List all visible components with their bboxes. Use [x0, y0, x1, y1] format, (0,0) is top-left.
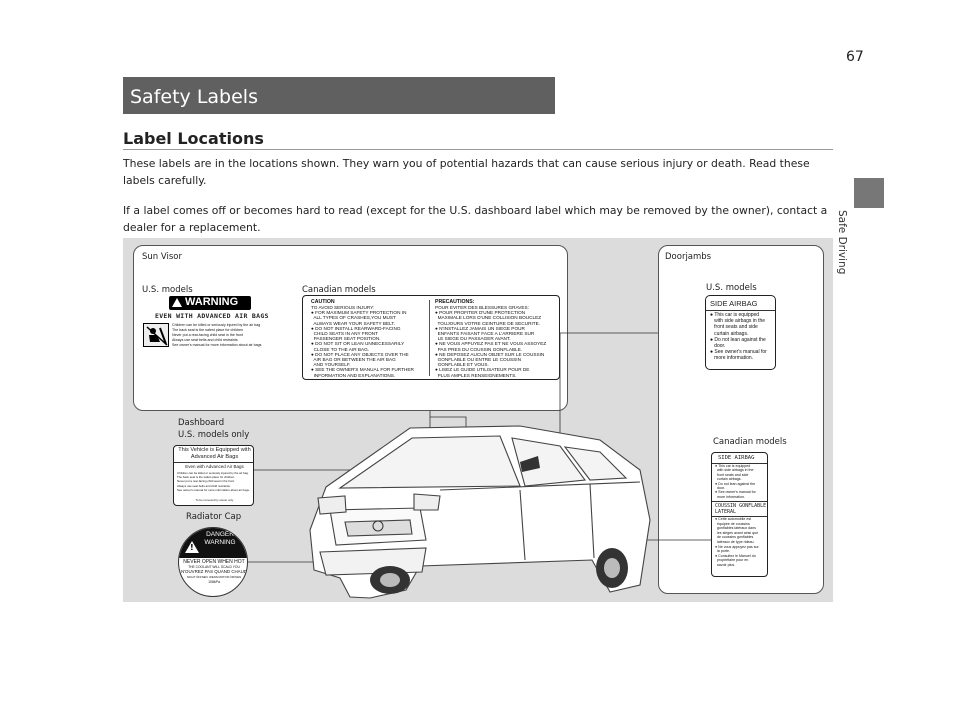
radiator-line: NEVER OPEN WHEN HOT — [183, 559, 245, 565]
radiator-exclamation-icon: ! — [190, 543, 194, 552]
caution-fr-line: TOUJOURS VOTRE CEINTURE DE SECURITE. — [435, 320, 541, 326]
warning-subtitle: EVEN WITH ADVANCED AIR BAGS — [155, 312, 269, 320]
side-airbag-ca-line-fr: savoir plus. — [715, 562, 736, 567]
side-airbag-ca-line-fr: équipée de coussins — [715, 521, 750, 526]
warning-line: Always use seat belts and child restraints — [172, 338, 238, 342]
front-wheel-hub — [380, 573, 400, 587]
side-airbag-ca-title: SIDE AIRBAG — [718, 455, 755, 461]
page-number: 67 — [846, 49, 864, 65]
caution-en-title: CAUTION — [311, 299, 335, 305]
caution-en-line: AND YOURSELF. — [311, 362, 351, 368]
page-heading: Label Locations — [123, 129, 264, 148]
side-airbag-us-line: ● See owner's manual for — [710, 349, 767, 356]
dashboard-sub-label: U.S. models only — [178, 430, 250, 440]
side-airbag-ca-line: ● See owner's manual for — [715, 490, 756, 495]
sun-visor-us-label: U.S. models — [142, 285, 193, 295]
caution-en-line: ● DO NOT SIT OR LEAN UNNECESSARILY — [311, 341, 405, 347]
radiator-line: NICHT ÖFFNEN, WENN MOTOR ÖFFNEN — [186, 574, 242, 579]
radiator-line: 108kPa — [208, 579, 220, 584]
caution-en-line: ALL TYPES OF CRASHES,YOU MUST — [311, 315, 396, 321]
side-airbag-ca-line: with side airbags in the — [715, 468, 754, 473]
front-bumper — [320, 548, 426, 575]
sun-visor-label: Sun Visor — [142, 252, 182, 262]
dashboard-label-footer: To be removed by owner only — [195, 498, 234, 502]
side-airbag-ca-line-fr: ● Consultez le Manuel du — [715, 553, 756, 558]
caution-en-line: ALWAYS WEAR YOUR SAFETY BELT. — [311, 320, 396, 326]
side-airbag-ca-line: curtain airbags. — [715, 477, 742, 482]
rear-wheel-hub — [604, 558, 620, 578]
radiator-title-2: WARNING — [204, 539, 236, 546]
doorjambs-label: Doorjambs — [665, 252, 712, 262]
caution-fr-line: ● NE DEPOSEZ AUCUN OBJET SUR LE COUSSIN — [435, 351, 545, 357]
dashboard-label-line: Children can be killed or seriously injured by the air bag. — [177, 471, 249, 475]
front-grille — [345, 520, 412, 536]
caution-en-line: INFORMATION AND EXPLANATIONS. — [311, 372, 396, 378]
dashboard-label-subtitle: Even with Advanced Air Bags — [185, 464, 244, 469]
side-airbag-us-line: ● Do not lean against the — [710, 336, 766, 343]
caution-fr-line: POUR EVITER DES BLESSURES GRAVES: — [435, 305, 529, 310]
side-airbag-ca-title-fr: COUSSIN GONFLABLE LATERAL — [715, 503, 767, 515]
radiator-line: N'OUVREZ PAS QUAND CHAUD — [181, 569, 247, 575]
side-airbag-ca-line-fr: gonflables latéraux dans — [715, 526, 756, 531]
caution-fr-line: ● N'INSTALLEZ JAMAIS UN SIEGE POUR — [435, 325, 525, 331]
side-airbag-ca-line-fr: latéraux de type rideau. — [715, 539, 755, 544]
dashboard-label-line: See owner's manual for more information about air bags. — [177, 487, 250, 492]
dashboard-label: Dashboard — [178, 418, 225, 428]
caution-en-line: ● DO NOT INSTALL REARWARD-FACING — [311, 325, 401, 331]
side-airbag-us-line: with side airbags in the — [710, 318, 766, 325]
caution-en-line: ● SEE THE OWNER'S MANUAL FOR FURTHER — [311, 367, 414, 373]
caution-en-line: ● DO NOT PLACE ANY OBJECTS OVER THE — [311, 351, 409, 357]
caution-fr-line: ● NE VOUS APPUYEZ PAS ET NE VOUS ASSOYEZ — [435, 341, 547, 347]
side-airbag-ca-line: ● Do not lean against the — [715, 481, 756, 486]
caution-en-line: CHILD SEATS IN ANY FRONT — [311, 331, 379, 337]
warning-line: Children can be killed or seriously injured by the air bag — [172, 323, 261, 327]
dashboard-label-line: Always use seat belts and child restraints. — [177, 483, 231, 488]
side-airbag-us-line: front seats and side — [710, 324, 758, 331]
side-airbag-ca-line-fr: ● Cette automobile est — [715, 517, 752, 521]
caution-en-line: PASSENGER SEAT POSITION. — [311, 336, 381, 342]
radiator-title: DANGER — [206, 531, 234, 538]
doorjamb-us-label: U.S. models — [706, 283, 757, 293]
caution-fr-line: LE SIEGE DU PASSAGER AVANT. — [435, 336, 511, 342]
side-tab-label: Safe Driving — [836, 210, 848, 275]
caution-fr-line: ● LISEZ LE GUIDE UTILISATEUR POUR DE — [435, 367, 530, 373]
warning-line: Never put a rear-facing child seat in the front — [172, 333, 243, 337]
dashboard-label-line: Never put a rear-facing child seat in the front. — [177, 479, 235, 484]
right-headlight — [414, 494, 440, 510]
radiator-cap-label: Radiator Cap — [186, 512, 242, 522]
caution-fr-line: ● POUR PROFITER D'UNE PROTECTION — [435, 310, 526, 316]
doorjamb-canadian-label: Canadian models — [713, 437, 787, 447]
caution-fr-line: PLUS AMPLES RENSEIGNEMENTS. — [435, 372, 517, 378]
warning-title: WARNING — [185, 296, 239, 308]
side-airbag-us-title: SIDE AIRBAG — [710, 299, 758, 308]
caution-fr-line: PAS PRES DU COUSSIN GONFLABLE. — [435, 346, 523, 352]
side-airbag-ca-line: ● This car is equipped — [715, 464, 751, 468]
side-airbag-us-line: door. — [710, 343, 726, 350]
warning-line: See owner's manual for more information about air bags — [172, 343, 262, 347]
caution-fr-line: GONFLABLE OU ENTRE LE COUSSIN — [435, 357, 521, 363]
sun-visor-canadian-label: Canadian models — [302, 285, 376, 295]
side-airbag-ca-line-fr: la porte. — [715, 549, 730, 554]
caution-en-line: TO AVOID SERIOUS INJURY: — [311, 305, 375, 310]
caution-en-line: CLOSE TO THE AIR BAG. — [311, 346, 370, 352]
section-title: Safety Labels — [130, 86, 258, 108]
side-airbag-ca-line: more information. — [715, 494, 745, 499]
side-airbag-us-line: more information. — [710, 355, 754, 362]
side-airbag-ca-line: door. — [715, 486, 725, 491]
side-airbag-ca-line-fr: de coussins gonflables — [715, 535, 754, 540]
left-headlight — [318, 496, 346, 514]
side-airbag-ca-line-fr: propriétaire pour en — [715, 558, 749, 563]
caution-fr-title: PRECAUTIONS: — [435, 299, 475, 305]
radiator-line: THE COOLANT WILL SCALD YOU — [188, 565, 240, 569]
dashboard-label-title: This Vehicle is Equipped with Advanced Air Bags — [178, 447, 251, 460]
caution-fr-line: MAXIMALE LORS D'UNE COLLISION BOUCLEZ — [435, 315, 542, 321]
side-airbag-ca-line: front seats and side — [715, 472, 749, 477]
dashboard-label-line: The back seat is the safest place for children. — [177, 475, 236, 480]
replacement-paragraph: If a label comes off or becomes hard to read (except for the U.S. dashboard label which may be removed by the owner), contact a dealer for a replacement. — [123, 204, 828, 234]
warning-line: The back seat is the safest place for children — [172, 328, 244, 332]
side-airbag-ca-line-fr: ● Ne vous appuyez pas sur — [715, 544, 759, 549]
side-airbag-ca-line-fr: les sièges avant ainsi que — [715, 530, 759, 535]
side-airbag-us-line: curtain airbags. — [710, 330, 749, 337]
side-airbag-us-line: ● This car is equipped — [710, 312, 760, 318]
caution-fr-line: ENFANTS FAISANT FACE A L'ARRIERE SUR — [435, 331, 535, 337]
caution-en-line: AIR BAG OR BETWEEN THE AIR BAG — [311, 357, 396, 363]
intro-paragraph: These labels are in the locations shown. They warn you of potential hazards that can cause serious injury or death. Read these labels carefully. — [123, 157, 810, 187]
caution-en-line: ● FOR MAXIMUM SAFETY PROTECTION IN — [311, 310, 407, 316]
caution-fr-line: GONFLABLE ET VOUS. — [435, 362, 489, 368]
